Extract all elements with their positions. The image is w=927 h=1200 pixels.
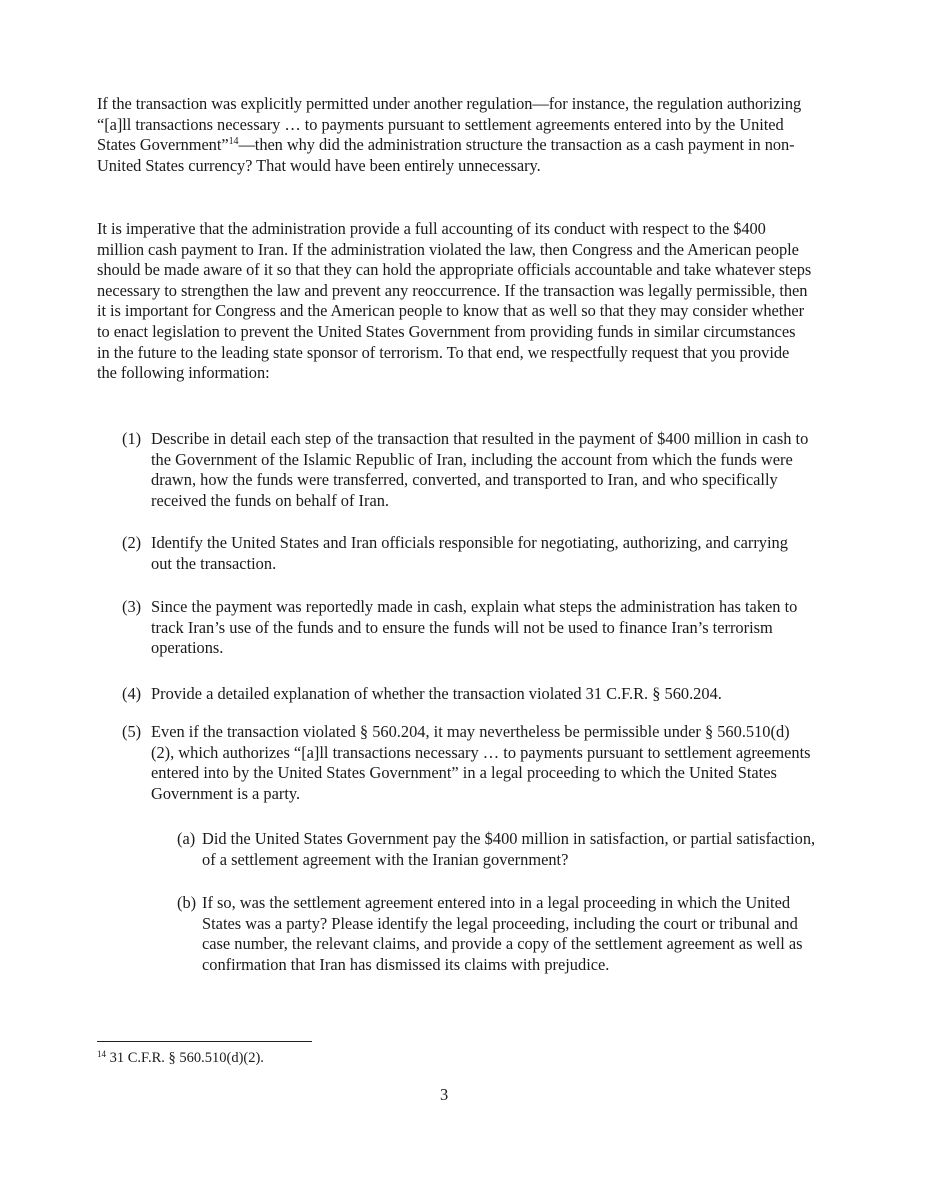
subrequest-letter: (a) bbox=[177, 829, 196, 848]
paragraph-accounting-request: It is imperative that the administration provide a full accounting of its conduct with respect to the $400 million cash payment to Iran. If the administration violated the law, then Congress and the American people should be made aware of it so that they can hold the appropriate officials accountable and take whatever steps necessary to strengthen the law and prevent any reoccurrence. If the transaction was legally permissible, then it is important for Congress and the American people to know that as well so that they may consider whether to enact legislation to prevent the United States Government from providing funds in similar circumstances in the future to the leading state sponsor of terrorism. To that end, we respectfully request that you provide the following information: bbox=[97, 219, 812, 383]
subrequest-item-b bbox=[177, 893, 817, 975]
request-number: (5) bbox=[122, 722, 142, 741]
subrequest-item-a bbox=[177, 829, 817, 870]
request-item-1 bbox=[122, 429, 812, 511]
request-number: (4) bbox=[122, 684, 142, 703]
footnote-text: 31 C.F.R. § 560.510(d)(2). bbox=[106, 1050, 264, 1066]
request-text: Even if the transaction violated § 560.204, it may nevertheless be permissible under § 560.510(d)(2), which authorizes “[a]ll transactions necessary … to payments pursuant to settlement agreements entered into by the United States Government” in a legal proceeding to which the United States Government is a party. bbox=[151, 722, 811, 803]
request-number: (2) bbox=[122, 533, 142, 552]
footnote bbox=[97, 1049, 264, 1067]
request-item-5 bbox=[122, 722, 812, 804]
request-item-3 bbox=[122, 597, 812, 659]
page-number: 3 bbox=[440, 1085, 449, 1104]
footnote-reference: 14 bbox=[228, 136, 239, 148]
request-item-4 bbox=[122, 684, 812, 705]
request-text: Identify the United States and Iran officials responsible for negotiating, authorizing, and carrying out the transaction. bbox=[151, 533, 788, 573]
request-text: Since the payment was reportedly made in cash, explain what steps the administration has taken to track Iran’s use of the funds and to ensure the funds will not be used to finance Iran’s terrorism operations. bbox=[151, 597, 798, 658]
footnote-divider bbox=[97, 1041, 312, 1042]
request-number: (3) bbox=[122, 597, 142, 616]
paragraph-regulation-question bbox=[97, 94, 812, 176]
subrequest-text: If so, was the settlement agreement entered into in a legal proceeding in which the United States was a party? Please identify the legal proceeding, including the court or tribunal and case number, the relevant claims, and provide a copy of the settlement agreement as well as confirmation that Iran has dismissed its claims with prejudice. bbox=[202, 893, 803, 974]
request-text: Describe in detail each step of the transaction that resulted in the payment of $400 million in cash to the Government of the Islamic Republic of Iran, including the account from which the funds were drawn, how the funds were transferred, converted, and transported to Iran, and who specifically received the funds on behalf of Iran. bbox=[151, 429, 809, 510]
paragraph-text: If the transaction was explicitly permitted under another regulation—for instance, the regulation authorizing “[a]ll transactions necessary … to payments pursuant to settlement agreements entered into by the United States Government” bbox=[97, 94, 802, 155]
request-item-2 bbox=[122, 533, 812, 574]
footnote-number: 14 bbox=[97, 1049, 106, 1059]
request-text: Provide a detailed explanation of whether the transaction violated 31 C.F.R. § 560.204. bbox=[151, 684, 722, 703]
subrequest-text: Did the United States Government pay the $400 million in satisfaction, or partial satisfaction, of a settlement agreement with the Iranian government? bbox=[202, 829, 816, 869]
paragraph-text: —then why did the administration structure the transaction as a cash payment in non-United States currency? That would have been entirely unnecessary. bbox=[97, 135, 795, 175]
request-number: (1) bbox=[122, 429, 142, 448]
subrequest-letter: (b) bbox=[177, 893, 197, 912]
